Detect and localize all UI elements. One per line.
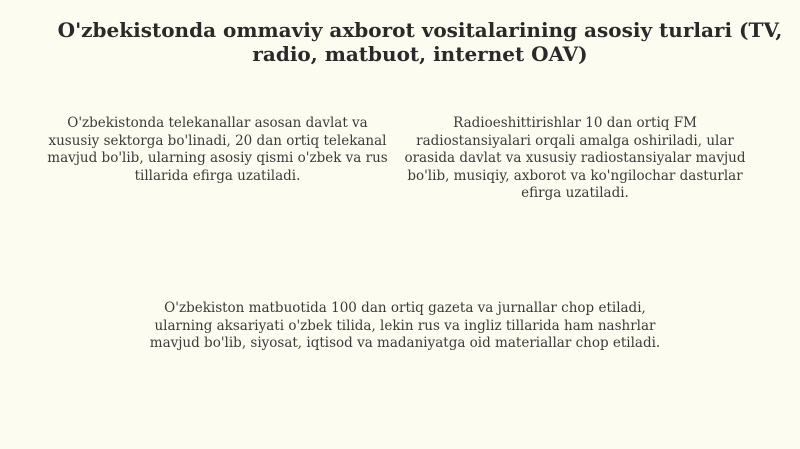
radio-description: Radioeshittirishlar 10 dan ortiq FM radiostansiyalari orqali amalga oshiriladi, ular orasida davlat va xususiy radiostansiyalar mavjud bo'lib, musiqiy, axborot va ko'ngilochar dasturlar efirga uzatiladi. [404, 115, 746, 201]
slide-title: O'zbekistonda ommaviy axborot vositalarining asosiy turlari (TV, radio, matbuot, internet OAV) [57, 18, 783, 66]
print-media-description: O'zbekiston matbuotida 100 dan ortiq gazeta va jurnallar chop etiladi, ularning aksariyati o'zbek tilida, lekin rus va ingliz tillarida ham nashrlar mavjud bo'lib, siyosat, iqtisod va madaniyatga oid materiallar chop etiladi. [149, 300, 661, 351]
tv-description: O'zbekistonda telekanallar asosan davlat va xususiy sektorga bo'linadi, 20 dan ortiq telekanal mavjud bo'lib, ularning asosiy qismi o'zbek va rus tillarida efirga uzatiladi. [47, 115, 388, 184]
